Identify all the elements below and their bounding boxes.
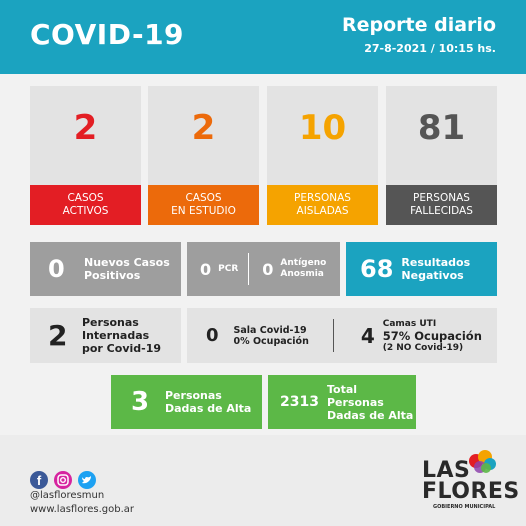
label-line: Personas xyxy=(82,316,139,329)
stat-label-line: ACTIVOS xyxy=(62,205,109,217)
stat-value: 2 xyxy=(191,108,216,148)
total-discharged-box xyxy=(268,375,416,429)
label-line: Personas xyxy=(165,389,222,402)
stat-label xyxy=(267,185,378,225)
label-line: Dadas de Alta xyxy=(165,402,252,415)
stat-label-line: CASOS xyxy=(185,192,222,204)
label-line: Positivos xyxy=(84,269,141,282)
stat-value: 81 xyxy=(417,108,466,148)
label-line: Sala Covid-19 xyxy=(233,324,307,336)
hospitalized-label xyxy=(82,316,161,355)
negative-value: 68 xyxy=(360,255,394,283)
pcr-value: 0 xyxy=(200,259,212,279)
label-line: Anosmia xyxy=(280,269,324,279)
label-line: (2 NO Covid-19) xyxy=(382,342,464,353)
stat-label-line: FALLECIDAS xyxy=(410,205,473,217)
antigen-value: 0 xyxy=(262,259,274,279)
facebook-icon[interactable] xyxy=(30,471,48,489)
stat-value: 2 xyxy=(73,108,98,148)
ward-value: 0 xyxy=(206,325,219,346)
hospitalized-box xyxy=(30,308,181,363)
antigen-label xyxy=(280,258,326,280)
stat-card-deceased xyxy=(386,86,497,225)
total-discharged-label xyxy=(327,383,416,422)
new-cases-value: 0 xyxy=(48,255,65,283)
label-line: por Covid-19 xyxy=(82,342,162,355)
report-title: Reporte diario xyxy=(342,14,496,36)
label-line: Resultados xyxy=(401,256,471,269)
flower-logo-icon xyxy=(466,449,498,475)
label-line: 0% Ocupación xyxy=(233,335,309,347)
divider xyxy=(333,319,334,352)
negative-label xyxy=(401,256,470,282)
stat-label-line: CASOS xyxy=(67,192,104,204)
beds-box xyxy=(187,308,497,363)
tests-box xyxy=(187,242,340,296)
stat-label-line: EN ESTUDIO xyxy=(171,205,236,217)
total-discharged-value: 2313 xyxy=(280,394,319,410)
new-cases-label xyxy=(84,256,170,282)
ward-label xyxy=(234,325,309,347)
svg-text:f: f xyxy=(36,473,42,488)
stat-card-active-cases xyxy=(30,86,141,225)
instagram-icon[interactable] xyxy=(54,471,72,489)
hospitalized-value: 2 xyxy=(48,319,68,352)
new-cases-box xyxy=(30,242,181,296)
discharged-label xyxy=(165,389,251,415)
discharged-value: 3 xyxy=(131,387,150,417)
discharged-box xyxy=(111,375,262,429)
report-date: 27-8-2021 / 10:15 hs. xyxy=(364,42,496,55)
header-bar xyxy=(0,0,526,74)
label-line: Nuevos Casos xyxy=(84,256,170,269)
stat-label xyxy=(30,185,141,225)
stat-label-line: PERSONAS xyxy=(294,192,351,204)
icu-label xyxy=(383,319,482,353)
icu-value: 4 xyxy=(360,323,375,348)
label-line: 57% Ocupación xyxy=(382,328,482,343)
logo-subtitle: GOBIERNO MUNICIPAL xyxy=(433,504,496,510)
label-line: Antígeno xyxy=(280,258,327,268)
social-handle[interactable]: @lasfloresmun xyxy=(30,490,105,501)
label-line: Negativos xyxy=(401,269,464,282)
stat-label-line: AISLADAS xyxy=(296,205,349,217)
label-line: Internadas xyxy=(82,329,150,342)
label-line: Camas UTI xyxy=(382,318,437,329)
page-title: COVID-19 xyxy=(30,18,185,51)
stat-value: 10 xyxy=(298,108,347,148)
stat-label xyxy=(386,185,497,225)
stat-card-cases-under-study xyxy=(148,86,259,225)
logo-text-top: LAS xyxy=(422,458,471,483)
logo-text-bottom: FLORES xyxy=(422,479,520,504)
stat-label xyxy=(148,185,259,225)
twitter-icon[interactable] xyxy=(78,471,96,489)
negative-results-box xyxy=(346,242,497,296)
divider xyxy=(248,253,249,285)
stat-card-isolated xyxy=(267,86,378,225)
stat-label-line: PERSONAS xyxy=(413,192,470,204)
label-line: Total Personas xyxy=(326,382,384,409)
website-link[interactable]: www.lasflores.gob.ar xyxy=(30,504,134,515)
pcr-label: PCR xyxy=(218,263,239,274)
label-line: Dadas de Alta xyxy=(326,408,414,422)
